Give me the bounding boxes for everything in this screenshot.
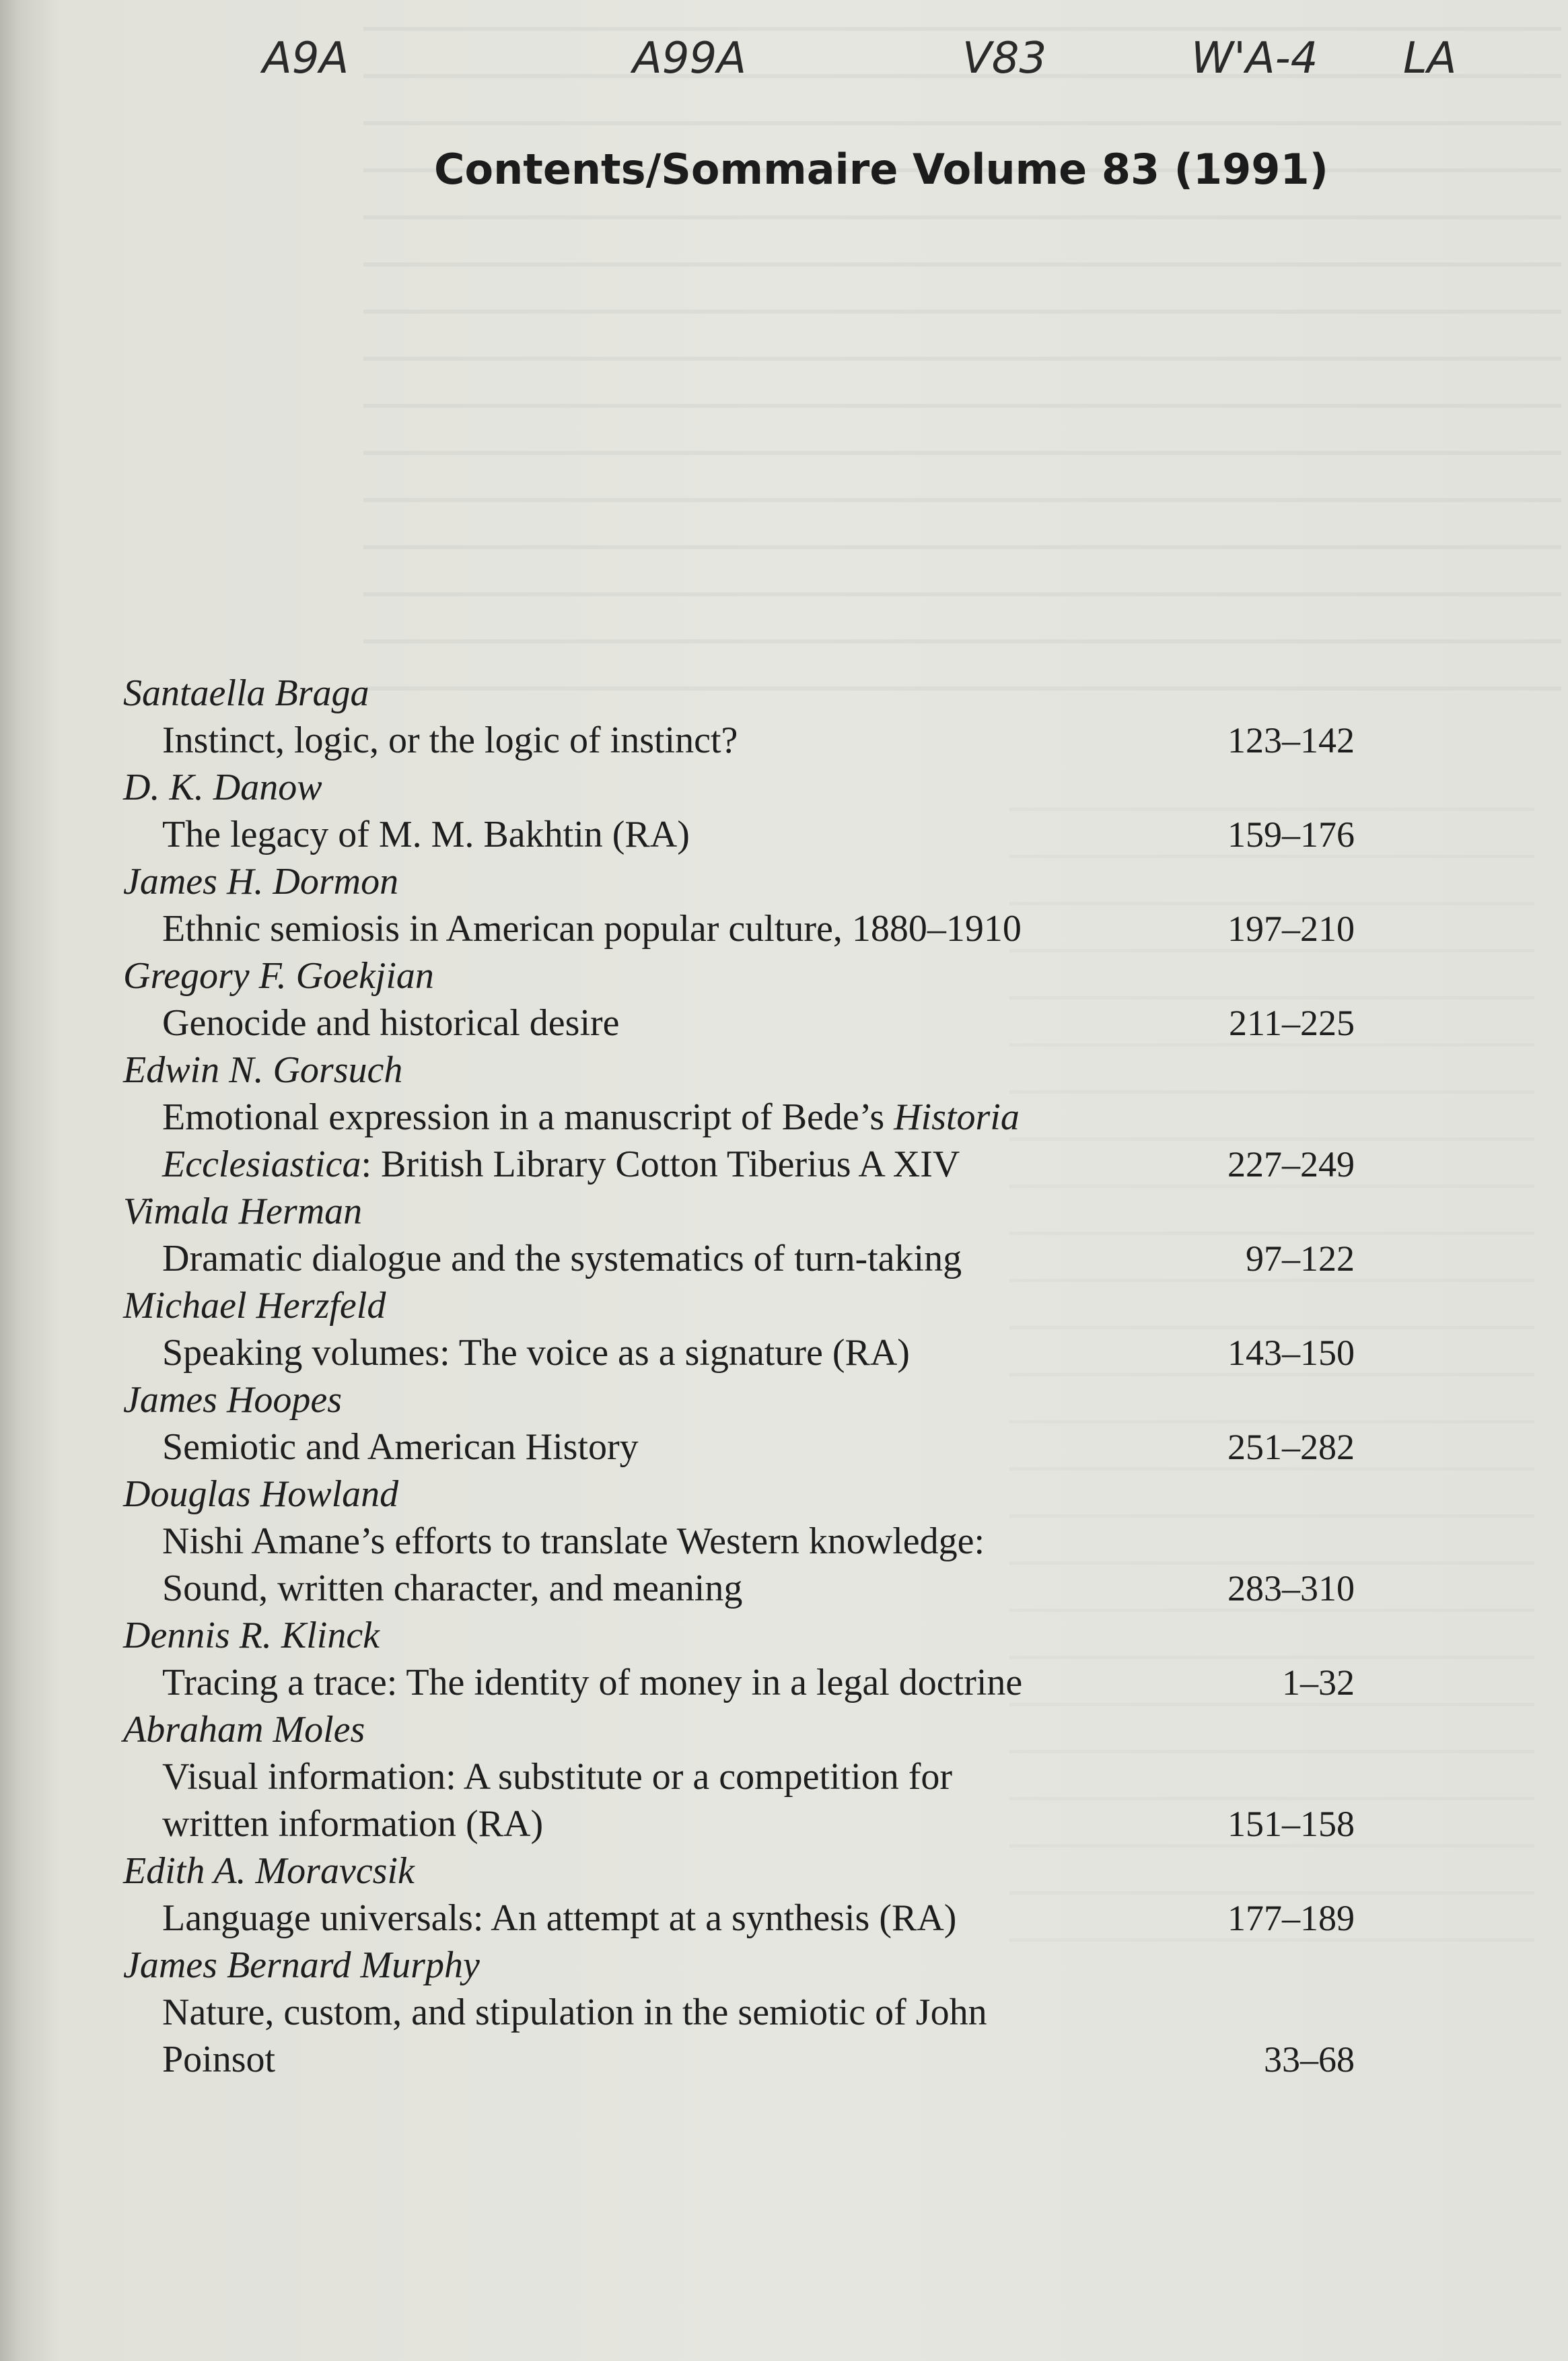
entry-title-line: Speaking volumes: The voice as a signature (RA) xyxy=(162,1332,910,1374)
entry-title xyxy=(123,1094,1355,1188)
toc-entry xyxy=(123,1376,1355,1471)
entry-title-line: Ethnic semiosis in American popular culture, 1880–1910 xyxy=(162,908,1022,950)
entry-pages: 97–122 xyxy=(1246,1238,1355,1279)
toc-entry xyxy=(123,1706,1355,1847)
entry-title-line: written information (RA) xyxy=(162,1803,544,1845)
entry-pages: 143–150 xyxy=(1227,1333,1355,1373)
entry-title-line: Visual information: A substitute or a competition for xyxy=(162,1756,953,1798)
toc-entry xyxy=(123,952,1355,1047)
entry-pages: 227–249 xyxy=(1227,1144,1355,1185)
entry-title-line: Ecclesiastica: British Library Cotton Tiberius A XIV xyxy=(162,1143,960,1185)
toc-entry xyxy=(123,1847,1355,1942)
toc-entry xyxy=(123,1188,1355,1282)
entry-title-italic: Historia xyxy=(894,1096,1020,1138)
entry-author: Michael Herzfeld xyxy=(123,1285,386,1327)
entry-pages: 283–310 xyxy=(1227,1568,1355,1609)
entry-title-line: The legacy of M. M. Bakhtin (RA) xyxy=(162,814,690,855)
entry-author: Santaella Braga xyxy=(123,672,369,714)
toc-entry xyxy=(123,858,1355,952)
entry-author: James Hoopes xyxy=(123,1379,343,1421)
entry-author: Abraham Moles xyxy=(123,1709,365,1751)
entry-title-line: Nature, custom, and stipulation in the semiotic of John xyxy=(162,1992,987,2033)
entry-author: Gregory F. Goekjian xyxy=(123,955,434,997)
entry-title-line: Instinct, logic, or the logic of instinct? xyxy=(162,719,738,761)
entry-author: Edith A. Moravcsik xyxy=(123,1850,415,1892)
entry-title-italic: Ecclesiastica xyxy=(162,1143,361,1185)
entry-pages: 177–189 xyxy=(1227,1898,1355,1938)
entry-pages: 211–225 xyxy=(1229,1003,1355,1043)
entry-author: Edwin N. Gorsuch xyxy=(123,1049,403,1091)
entry-pages: 33–68 xyxy=(1264,2039,1355,2080)
page-title: Contents/Sommaire Volume 83 (1991) xyxy=(434,145,1328,194)
entry-title-line: Dramatic dialogue and the systematics of turn-taking xyxy=(162,1238,962,1279)
entry-title-line: Poinsot xyxy=(162,2039,276,2080)
entry-title xyxy=(123,999,1355,1047)
entry-pages: 159–176 xyxy=(1227,814,1355,855)
toc-entry xyxy=(123,1282,1355,1376)
entry-title xyxy=(123,1329,1355,1376)
entry-title-line: Semiotic and American History xyxy=(162,1426,639,1468)
entry-author: James H. Dormon xyxy=(123,861,399,903)
entry-title-line: Sound, written character, and meaning xyxy=(162,1567,743,1609)
entry-title xyxy=(123,905,1355,952)
entry-title xyxy=(123,1235,1355,1282)
entry-title-line: Genocide and historical desire xyxy=(162,1002,620,1044)
entry-title-line: Tracing a trace: The identity of money in a legal doctrine xyxy=(162,1662,1023,1703)
entry-title xyxy=(123,1895,1355,1942)
handwritten-note: V83 xyxy=(962,34,1047,83)
entry-author: D. K. Danow xyxy=(123,767,322,808)
entry-author: James Bernard Murphy xyxy=(123,1944,480,1986)
entry-title xyxy=(123,1989,1355,2083)
handwritten-note: A9A xyxy=(262,34,349,83)
handwritten-note: LA xyxy=(1403,34,1457,83)
toc-entry xyxy=(123,1471,1355,1612)
entry-title xyxy=(123,811,1355,858)
entry-title-line: Emotional expression in a manuscript of Bede’s Historia xyxy=(162,1096,1020,1138)
toc-entry xyxy=(123,1612,1355,1706)
entry-title xyxy=(123,717,1355,764)
toc-entry xyxy=(123,1942,1355,2083)
handwritten-note: A99A xyxy=(633,34,746,83)
toc-entry xyxy=(123,1047,1355,1188)
table-of-contents xyxy=(123,670,1355,2083)
handwritten-notes xyxy=(0,27,1568,114)
bleed-through-text xyxy=(363,27,1561,700)
entry-author: Vimala Herman xyxy=(123,1191,363,1232)
entry-title xyxy=(123,1659,1355,1706)
entry-title xyxy=(123,1753,1355,1847)
entry-title xyxy=(123,1518,1355,1612)
entry-title-line: Language universals: An attempt at a synthesis (RA) xyxy=(162,1897,957,1939)
entry-title-line: Nishi Amane’s efforts to translate Western knowledge: xyxy=(162,1520,985,1562)
entry-pages: 251–282 xyxy=(1227,1427,1355,1467)
entry-author: Dennis R. Klinck xyxy=(123,1615,380,1656)
entry-pages: 123–142 xyxy=(1227,720,1355,761)
entry-title xyxy=(123,1423,1355,1471)
entry-author: Douglas Howland xyxy=(123,1473,399,1515)
entry-pages: 1–32 xyxy=(1282,1662,1355,1703)
entry-pages: 151–158 xyxy=(1227,1804,1355,1844)
toc-entry xyxy=(123,764,1355,858)
entry-pages: 197–210 xyxy=(1227,909,1355,949)
toc-entry xyxy=(123,670,1355,764)
handwritten-note: W'A-4 xyxy=(1191,34,1318,83)
